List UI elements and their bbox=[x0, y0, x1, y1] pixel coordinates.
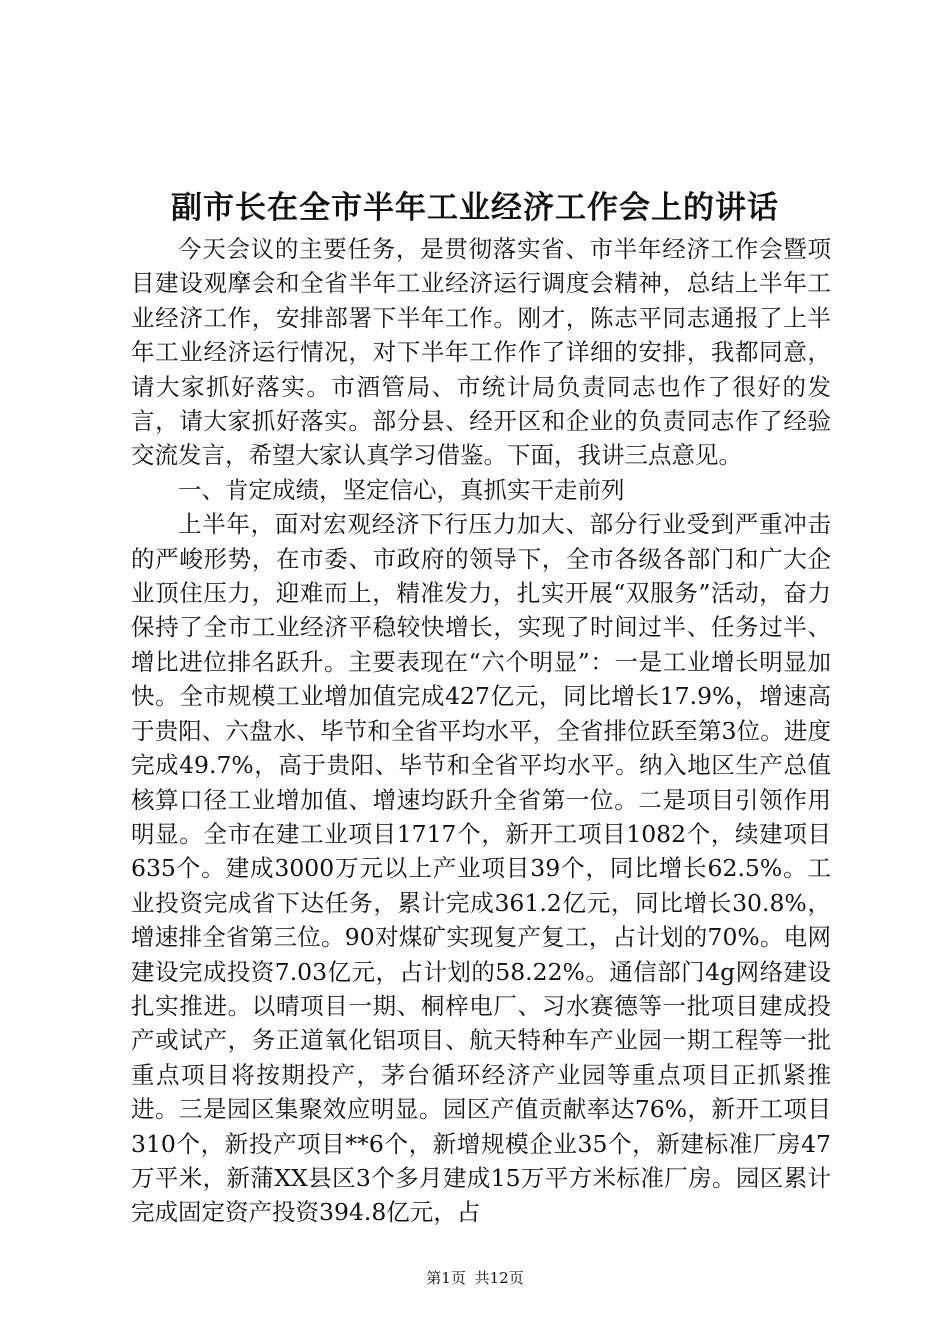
document-body bbox=[131, 232, 831, 1230]
document-title: 副市长在全市半年工业经济工作会上的讲话 bbox=[171, 190, 779, 226]
page-footer bbox=[0, 1268, 950, 1288]
section-heading-1: 一、肯定成绩，坚定信心，真抓实干走前列 bbox=[178, 475, 625, 504]
paragraph-first-half-review: 上半年，面对宏观经济下行压力加大、部分行业受到严重冲击的严峻形势，在市委、市政府的领导下，全市各级各部门和广大企业顶住压力，迎难而上，精准发力，扎实开展“双服务”活动，奋力保持了全市工业经济平稳较快增长，实现了时间过半、任务过半、增比进位排名跃升。主要表现在“六个明显”：一是工业增长明显加快。全市规模工业增加值完成427亿元，同比增长17.9%，增速高于贵阳、六盘水、毕节和全省平均水平，全省排位跃至第3位。进度完成49.7%，高于贵阳、毕节和全省平均水平。纳入地区生产总值核算口径工业增加值、增速均跃升全省第一位。二是项目引领作用明显。全市在建工业项目1717个，新开工项目1082个，续建项目635个。建成3000万元以上产业项目39个，同比增长62.5%。工业投资完成省下达任务，累计完成361.2亿元，同比增长30.8%，增速排全省第三位。90对煤矿实现复产复工，占计划的70%。电网建设完成投资7.03亿元，占计划的58.22%。通信部门4g网络建设扎实推进。以晴项目一期、桐梓电厂、习水赛德等一批项目建成投产或试产，务正道氧化铝项目、航天特种车产业园一期工程等一批重点项目将按期投产，茅台循环经济产业园等重点项目正抓紧推进。三是园区集聚效应明显。园区产值贡献率达76%，新开工项目310个，新投产项目**6个，新增规模企业35个，新建标准厂房47万平米，新蒲XX县区3个多月建成15万平方米标准厂房。园区累计完成固定资产投资394.8亿元，占 bbox=[131, 510, 831, 1227]
paragraph-intro: 今天会议的主要任务，是贯彻落实省、市半年经济工作会暨项目建设观摩会和全省半年工业经济运行调度会精神，总结上半年工业经济工作，安排部署下半年工作。刚才，陈志平同志通报了上半年工业经济运行情况，对下半年工作作了详细的安排，我都同意，请大家抓好落实。市酒管局、市统计局负责同志也作了很好的发言，请大家抓好落实。部分县、经开区和企业的负责同志作了经验交流发言，希望大家认真学习借鉴。下面，我讲三点意见。 bbox=[131, 235, 831, 470]
total-pages: 共12页 bbox=[474, 1269, 524, 1287]
page-number: 第1页 bbox=[426, 1269, 466, 1287]
